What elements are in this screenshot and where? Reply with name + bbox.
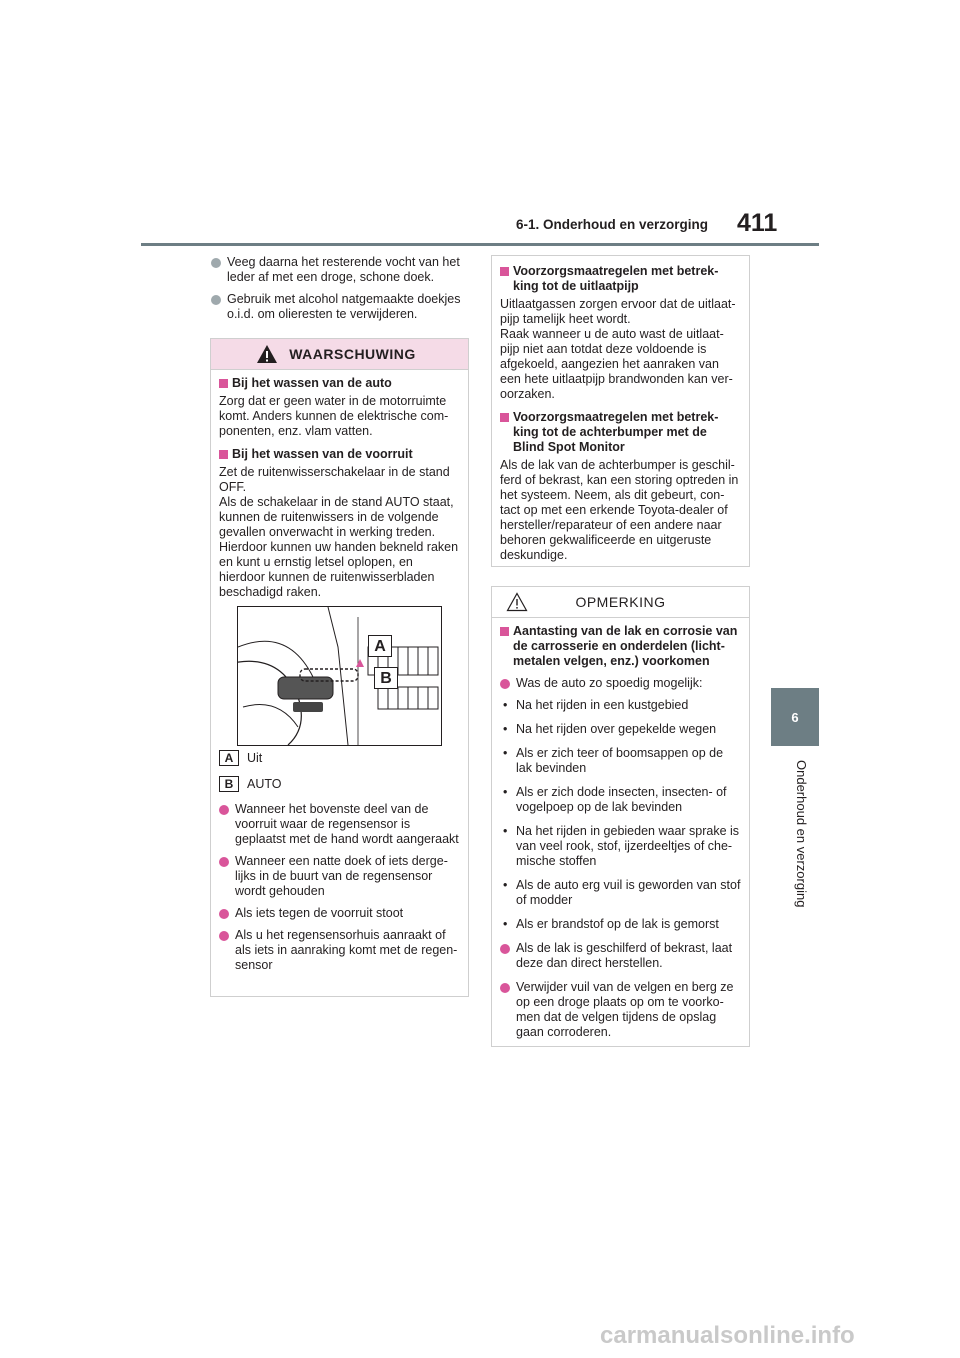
bullet-dot-icon xyxy=(219,805,229,815)
warning-subhead: Voorzorgsmaatregelen met betrek-king tot de achterbumper met de Blind Spot Monitor xyxy=(500,410,741,455)
square-bullet-icon xyxy=(500,267,509,276)
list-item: Was de auto zo spoedig mogelijk: xyxy=(500,676,741,691)
warning-body xyxy=(492,256,749,577)
figure-callout-b: B xyxy=(374,667,398,689)
bullet-dot-icon xyxy=(219,909,229,919)
chapter-label: Onderhoud en verzorging xyxy=(794,760,809,908)
warning-subhead: Voorzorgsmaatregelen met betrek-king tot de uitlaatpijp xyxy=(500,264,741,294)
caution-triangle-icon xyxy=(506,592,528,612)
warning-box xyxy=(210,338,469,997)
dash-list-item: • Na het rijden in een kustgebied xyxy=(503,698,689,712)
note-body xyxy=(492,618,749,1053)
list-item: Verwijder vuil van de velgen en berg ze op een droge plaats op om te voorko-men dat de velgen tijdens de opslag gaan corroderen. xyxy=(500,980,741,1040)
bullet-dot-icon xyxy=(211,258,221,268)
warning-triangle-icon xyxy=(256,344,278,364)
warning-box-continued xyxy=(491,255,750,567)
warning-text: Uitlaatgassen zorgen ervoor dat de uitlaat-pijp tamelijk heet wordt. Raak wanneer u de auto wast de uitlaat-pijp niet aan totdat deze voldoende is afgekoeld, aangezien het aanraken van een hete uitlaatpijp brandwonden kan ver-oorzaken. xyxy=(500,297,736,401)
bullet-dot-icon xyxy=(219,931,229,941)
dash-list-item: • Als er brandstof op de lak is gemorst xyxy=(503,917,719,931)
list-item: Als u het regensensorhuis aanraakt of als iets in aanraking komt met de regen-sensor xyxy=(219,928,460,973)
chapter-number: 6 xyxy=(791,709,799,725)
bullet-dot-icon xyxy=(211,295,221,305)
list-item: Gebruik met alcohol natgemaakte doekjes o.i.d. om olieresten te verwijderen. xyxy=(211,292,471,322)
legend-row xyxy=(219,750,460,766)
dash-list-item: • Na het rijden in gebieden waar sprake is van veel rook, stof, ijzerdeeltjes of che-mische stoffen xyxy=(503,824,740,868)
bullet-dot-icon xyxy=(500,944,510,954)
warning-text: Als de lak van de achterbumper is geschil-ferd of bekrast, kan een storing optreden in het systeem. Neem, als dit gebeurt, con-tact op met een erkende Toyota-dealer of hersteller/reparateur of een andere naar behoren gekwalificeerde en uitgeruste deskundige. xyxy=(500,458,739,562)
note-title: OPMERKING xyxy=(575,594,666,610)
watermark: carmanualsonline.info xyxy=(600,1322,855,1349)
page-number: 411 xyxy=(737,209,778,237)
dash-list-item: • Als er zich teer of boomsappen op de lak bevinden xyxy=(503,746,724,775)
square-bullet-icon xyxy=(219,379,228,388)
wiper-switch-figure xyxy=(237,606,442,746)
warning-subhead: Bij het wassen van de voorruit xyxy=(219,447,460,462)
figure-callout-a: A xyxy=(368,635,392,657)
list-item: Wanneer een natte doek of iets derge-lijks in de buurt van de regensensor wordt gehouden xyxy=(219,854,460,899)
dash-list-item: • Als er zich dode insecten, insecten- of vogelpoep op de lak bevinden xyxy=(503,785,727,814)
section-title: 6-1. Onderhoud en verzorging xyxy=(516,217,709,232)
intro-bullets xyxy=(211,255,471,329)
bullet-dot-icon xyxy=(219,857,229,867)
warning-header xyxy=(211,339,468,370)
list-item: Veeg daarna het resterende vocht van het leder af met een droge, schone doek. xyxy=(211,255,471,285)
square-bullet-icon xyxy=(219,450,228,459)
warning-body xyxy=(211,370,468,986)
warning-text: Zorg dat er geen water in de motorruimte komt. Anders kunnen de elektrische com-ponenten, enz. vlam vatten. xyxy=(219,394,449,438)
legend-text: AUTO xyxy=(247,776,282,791)
legend-label-box: A xyxy=(219,750,239,766)
dash-list-item: • Na het rijden over gepekelde wegen xyxy=(503,722,717,736)
bullet-dot-icon xyxy=(500,679,510,689)
square-bullet-icon xyxy=(500,627,509,636)
warning-text: Zet de ruitenwisserschakelaar in de stand OFF. Als de schakelaar in de stand AUTO staat, kunnen de ruitenwissers in de volgende gevallen onverwacht in werking treden. Hierdoor kunnen uw handen bekneld raken en kunt u ernstig letsel oplopen, en hierdoor kunnen de ruitenwisserbladen beschadigd raken. xyxy=(219,465,459,599)
list-item: Als iets tegen de voorruit stoot xyxy=(219,906,460,921)
legend-text: Uit xyxy=(247,750,263,765)
list-item: Als de lak is geschilferd of bekrast, laat deze dan direct herstellen. xyxy=(500,941,741,971)
legend-row xyxy=(219,776,460,792)
square-bullet-icon xyxy=(500,413,509,422)
dash-list-item: • Als de auto erg vuil is geworden van stof of modder xyxy=(503,878,741,907)
note-header xyxy=(492,587,749,618)
header-rule xyxy=(141,243,819,246)
list-item: Wanneer het bovenste deel van de voorruit waar de regensensor is geplaatst met de hand wordt aangeraakt xyxy=(219,802,460,847)
bullet-dot-icon xyxy=(500,983,510,993)
warning-subhead: Bij het wassen van de auto xyxy=(219,376,460,391)
warning-title: WAARSCHUWING xyxy=(289,346,416,362)
note-subhead: Aantasting van de lak en corrosie van de carrosserie en onderdelen (licht-metalen velgen, enz.) voorkomen xyxy=(500,624,741,669)
chapter-tab xyxy=(771,688,819,746)
legend-label-box: B xyxy=(219,776,239,792)
steering-column-illustration xyxy=(238,607,441,745)
note-box xyxy=(491,586,750,1047)
